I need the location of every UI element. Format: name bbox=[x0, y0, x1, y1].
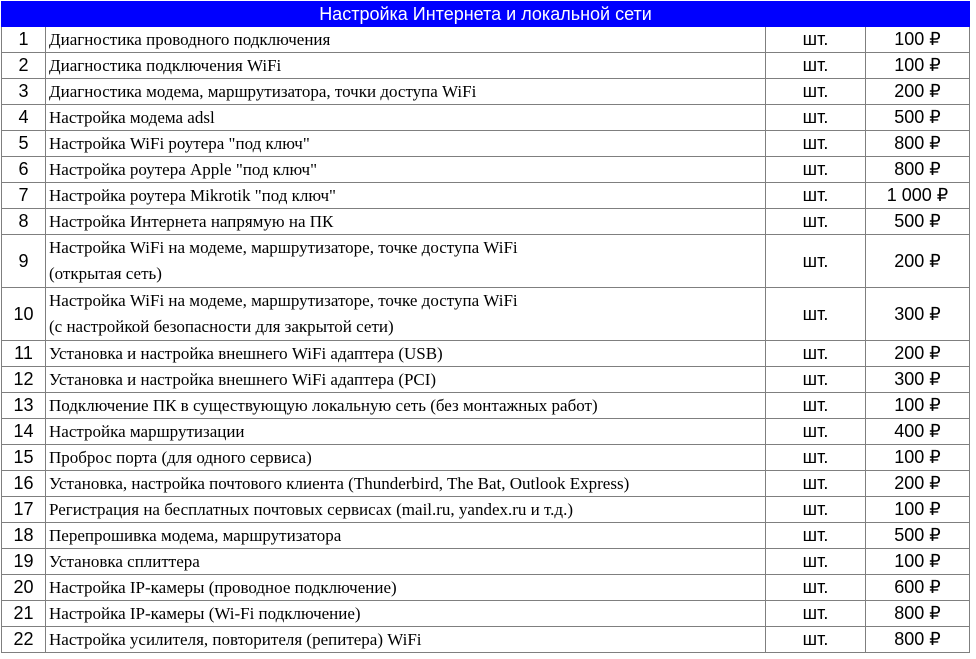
row-number: 6 bbox=[2, 157, 46, 183]
service-name-line: Проброс порта (для одного сервиса) bbox=[49, 448, 312, 467]
table-row bbox=[2, 131, 970, 157]
table-row bbox=[2, 157, 970, 183]
unit: шт. bbox=[766, 105, 866, 131]
service-name-line: Подключение ПК в существующую локальную сеть (без монтажных работ) bbox=[49, 396, 598, 415]
service-name-line: Диагностика проводного подключения bbox=[49, 30, 331, 49]
unit: шт. bbox=[766, 419, 866, 445]
table-row bbox=[2, 341, 970, 367]
row-number: 19 bbox=[2, 549, 46, 575]
price: 800 ₽ bbox=[866, 131, 970, 157]
service-name-line: Настройка роутера Mikrotik "под ключ" bbox=[49, 186, 336, 205]
service-name-line: Установка и настройка внешнего WiFi адаптера (USB) bbox=[49, 344, 443, 363]
service-name bbox=[46, 523, 766, 549]
unit: шт. bbox=[766, 288, 866, 341]
row-number: 4 bbox=[2, 105, 46, 131]
service-name bbox=[46, 471, 766, 497]
service-name bbox=[46, 341, 766, 367]
price: 500 ₽ bbox=[866, 105, 970, 131]
price: 100 ₽ bbox=[866, 549, 970, 575]
row-number: 10 bbox=[2, 288, 46, 341]
row-number: 14 bbox=[2, 419, 46, 445]
service-name-line: Настройка WiFi на модеме, маршрутизаторе, точке доступа WiFi bbox=[49, 238, 518, 257]
row-number: 13 bbox=[2, 393, 46, 419]
row-number: 18 bbox=[2, 523, 46, 549]
service-name-line: Настройка модема adsl bbox=[49, 108, 215, 127]
service-name-line: Регистрация на бесплатных почтовых сервисах (mail.ru, yandex.ru и т.д.) bbox=[49, 500, 573, 519]
unit: шт. bbox=[766, 209, 866, 235]
service-name-line: Настройка WiFi роутера "под ключ" bbox=[49, 134, 310, 153]
table-row bbox=[2, 523, 970, 549]
service-name bbox=[46, 183, 766, 209]
service-name-line: (открытая сеть) bbox=[49, 264, 162, 283]
row-number: 20 bbox=[2, 575, 46, 601]
price: 400 ₽ bbox=[866, 419, 970, 445]
table-row bbox=[2, 549, 970, 575]
service-name-line: Установка, настройка почтового клиента (Thunderbird, The Bat, Outlook Express) bbox=[49, 474, 630, 493]
row-number: 2 bbox=[2, 53, 46, 79]
price: 800 ₽ bbox=[866, 627, 970, 653]
price: 300 ₽ bbox=[866, 367, 970, 393]
service-name-line: Настройка IP-камеры (проводное подключение) bbox=[49, 578, 397, 597]
price: 200 ₽ bbox=[866, 79, 970, 105]
row-number: 5 bbox=[2, 131, 46, 157]
price: 500 ₽ bbox=[866, 209, 970, 235]
table-row bbox=[2, 209, 970, 235]
table-row bbox=[2, 79, 970, 105]
price-table-body bbox=[2, 2, 970, 653]
service-name-line: Настройка усилителя, повторителя (репитера) WiFi bbox=[49, 630, 422, 649]
row-number: 9 bbox=[2, 235, 46, 288]
row-number: 3 bbox=[2, 79, 46, 105]
table-row bbox=[2, 575, 970, 601]
table-title: Настройка Интернета и локальной сети bbox=[2, 2, 970, 27]
price: 800 ₽ bbox=[866, 601, 970, 627]
service-name bbox=[46, 209, 766, 235]
price: 200 ₽ bbox=[866, 235, 970, 288]
service-name-line: Диагностика модема, маршрутизатора, точки доступа WiFi bbox=[49, 82, 477, 101]
table-row bbox=[2, 627, 970, 653]
service-name-line: Настройка IP-камеры (Wi-Fi подключение) bbox=[49, 604, 361, 623]
unit: шт. bbox=[766, 53, 866, 79]
table-row bbox=[2, 471, 970, 497]
table-row bbox=[2, 105, 970, 131]
unit: шт. bbox=[766, 445, 866, 471]
service-name bbox=[46, 419, 766, 445]
service-name-line: Установка и настройка внешнего WiFi адаптера (PCI) bbox=[49, 370, 437, 389]
row-number: 17 bbox=[2, 497, 46, 523]
unit: шт. bbox=[766, 157, 866, 183]
unit: шт. bbox=[766, 27, 866, 53]
service-name bbox=[46, 235, 766, 288]
service-name bbox=[46, 575, 766, 601]
unit: шт. bbox=[766, 523, 866, 549]
service-name bbox=[46, 53, 766, 79]
table-row bbox=[2, 235, 970, 288]
unit: шт. bbox=[766, 79, 866, 105]
table-row bbox=[2, 393, 970, 419]
unit: шт. bbox=[766, 601, 866, 627]
service-name bbox=[46, 105, 766, 131]
unit: шт. bbox=[766, 367, 866, 393]
unit: шт. bbox=[766, 131, 866, 157]
row-number: 15 bbox=[2, 445, 46, 471]
row-number: 8 bbox=[2, 209, 46, 235]
unit: шт. bbox=[766, 341, 866, 367]
service-name-line: Настройка маршрутизации bbox=[49, 422, 245, 441]
service-name-line: Настройка WiFi на модеме, маршрутизаторе, точке доступа WiFi bbox=[49, 291, 518, 310]
service-name bbox=[46, 497, 766, 523]
table-row bbox=[2, 183, 970, 209]
service-name bbox=[46, 445, 766, 471]
unit: шт. bbox=[766, 575, 866, 601]
service-name bbox=[46, 367, 766, 393]
price: 100 ₽ bbox=[866, 53, 970, 79]
service-name bbox=[46, 131, 766, 157]
table-row bbox=[2, 497, 970, 523]
service-name bbox=[46, 79, 766, 105]
service-name bbox=[46, 27, 766, 53]
table-row bbox=[2, 445, 970, 471]
service-name-line: Перепрошивка модема, маршрутизатора bbox=[49, 526, 342, 545]
price: 200 ₽ bbox=[866, 341, 970, 367]
table-title-row bbox=[2, 2, 970, 27]
price: 1 000 ₽ bbox=[866, 183, 970, 209]
service-name bbox=[46, 627, 766, 653]
service-name-line: (с настройкой безопасности для закрытой сети) bbox=[49, 317, 394, 336]
row-number: 16 bbox=[2, 471, 46, 497]
price: 100 ₽ bbox=[866, 497, 970, 523]
table-row bbox=[2, 419, 970, 445]
unit: шт. bbox=[766, 627, 866, 653]
unit: шт. bbox=[766, 549, 866, 575]
service-name bbox=[46, 601, 766, 627]
price: 100 ₽ bbox=[866, 27, 970, 53]
row-number: 11 bbox=[2, 341, 46, 367]
table-row bbox=[2, 367, 970, 393]
unit: шт. bbox=[766, 235, 866, 288]
price: 100 ₽ bbox=[866, 445, 970, 471]
unit: шт. bbox=[766, 471, 866, 497]
price: 800 ₽ bbox=[866, 157, 970, 183]
service-name-line: Настройка роутера Apple "под ключ" bbox=[49, 160, 318, 179]
table-row bbox=[2, 288, 970, 341]
row-number: 12 bbox=[2, 367, 46, 393]
service-name-line: Настройка Интернета напрямую на ПК bbox=[49, 212, 334, 231]
row-number: 1 bbox=[2, 27, 46, 53]
service-name-line: Установка сплиттера bbox=[49, 552, 200, 571]
service-name bbox=[46, 157, 766, 183]
price-table bbox=[1, 1, 970, 653]
service-name bbox=[46, 288, 766, 341]
price: 600 ₽ bbox=[866, 575, 970, 601]
unit: шт. bbox=[766, 393, 866, 419]
price: 300 ₽ bbox=[866, 288, 970, 341]
price: 200 ₽ bbox=[866, 471, 970, 497]
unit: шт. bbox=[766, 497, 866, 523]
table-row bbox=[2, 27, 970, 53]
service-name bbox=[46, 393, 766, 419]
service-name-line: Диагностика подключения WiFi bbox=[49, 56, 282, 75]
table-row bbox=[2, 53, 970, 79]
price: 500 ₽ bbox=[866, 523, 970, 549]
row-number: 7 bbox=[2, 183, 46, 209]
row-number: 21 bbox=[2, 601, 46, 627]
row-number: 22 bbox=[2, 627, 46, 653]
unit: шт. bbox=[766, 183, 866, 209]
service-name bbox=[46, 549, 766, 575]
table-row bbox=[2, 601, 970, 627]
price: 100 ₽ bbox=[866, 393, 970, 419]
